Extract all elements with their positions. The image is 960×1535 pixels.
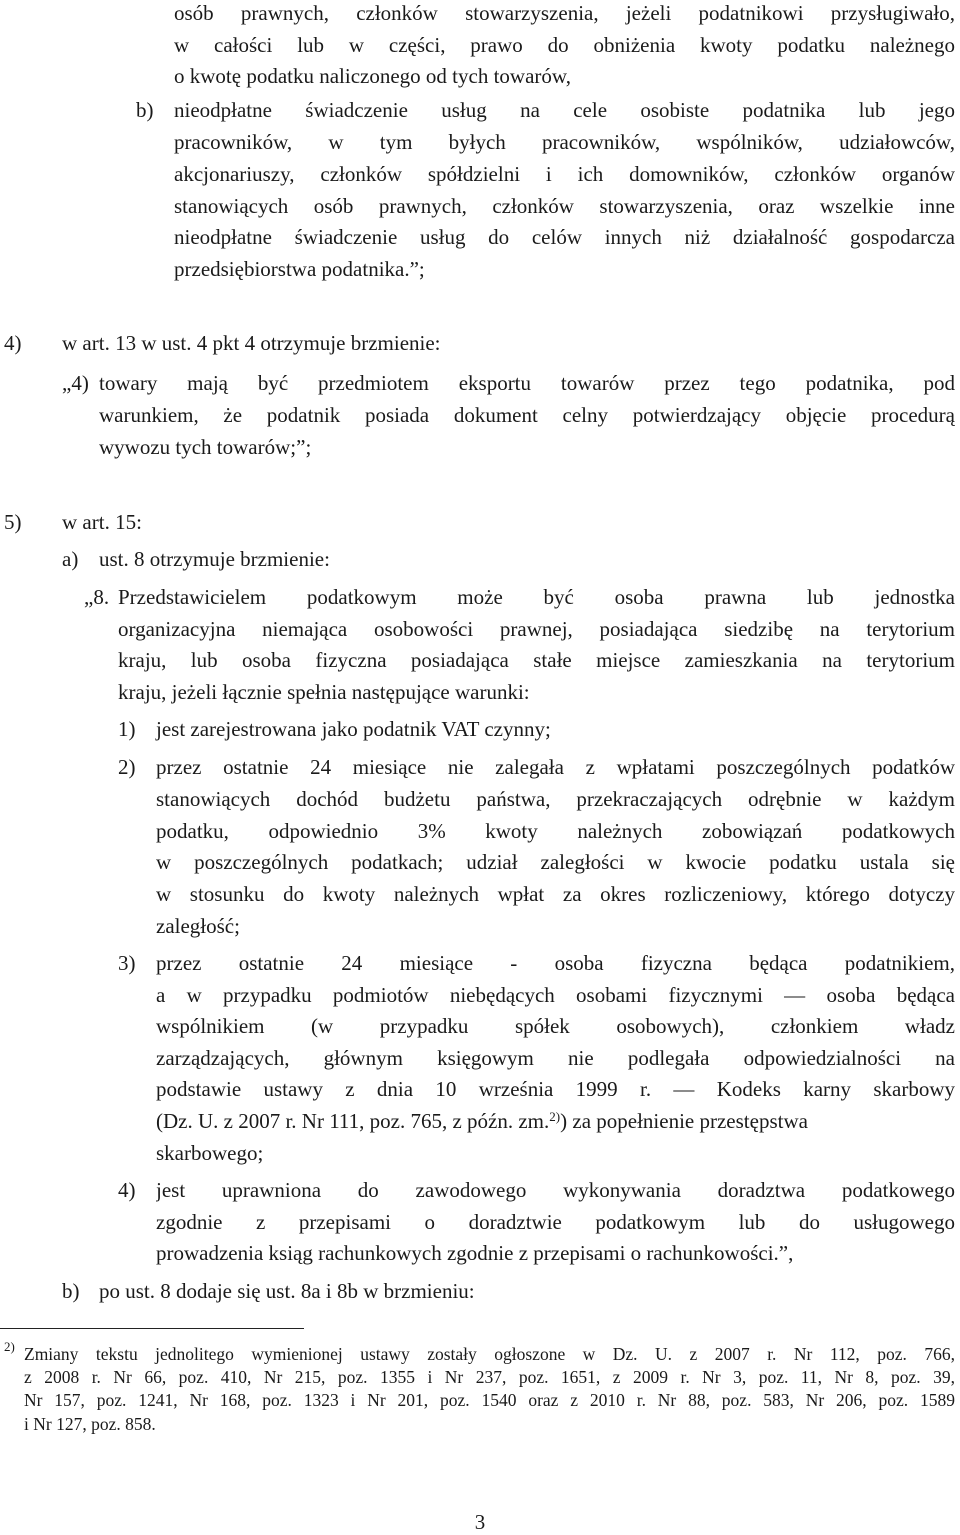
- footnote-line: Zmiany tekstu jednolitego wymienionej ustawy zostały ogłoszone w Dz. U. z 2007 r. Nr 112, poz. 766,: [24, 1344, 955, 1364]
- text-line: Przedstawicielem podatkowym może być osoba prawna lub jednostka: [118, 585, 955, 609]
- text-line: wspólnikiem (w przypadku spółek osobowych), członkiem władz: [156, 1014, 955, 1038]
- text-line: 4): [118, 1178, 136, 1202]
- footnote-separator: [0, 1328, 304, 1329]
- text-line: 3): [118, 951, 136, 975]
- text-line: przez ostatnie 24 miesiące - osoba fizyczna będąca podatnikiem,: [156, 951, 955, 975]
- text-line: 4): [4, 331, 22, 355]
- page-number: 3: [474, 1510, 486, 1534]
- text-line: 1): [118, 717, 136, 741]
- text-line: kraju, jeżeli łącznie spełnia następujące warunki:: [118, 680, 530, 704]
- text-line: nieodpłatne świadczenie usług do celów innych niż działalność gospodarcza: [174, 225, 955, 249]
- text-line: skarbowego;: [156, 1141, 264, 1165]
- text-line: 2): [118, 755, 136, 779]
- text-line: w poszczególnych podatkach; udział zaległości w kwocie podatku ustala się: [156, 850, 955, 874]
- text-line: zaległość;: [156, 914, 240, 938]
- text-line: stanowiących osób prawnych, członków stowarzyszenia, oraz wszelkie inne: [174, 194, 955, 218]
- text-line: a w przypadku podmiotów niebędących osobami fizycznymi — osoba będąca: [156, 983, 955, 1007]
- text-line: stanowiących dochód budżetu państwa, przekraczających odrębnie w każdym: [156, 787, 955, 811]
- text-line: 5): [4, 510, 22, 534]
- text-line: jest zarejestrowana jako podatnik VAT czynny;: [156, 717, 551, 741]
- text-line: jest uprawniona do zawodowego wykonywania doradztwa podatkowego: [156, 1178, 955, 1202]
- text-line: towary mają być przedmiotem eksportu towarów przez tego podatnika, pod: [99, 371, 955, 395]
- text-line: w art. 15:: [62, 510, 142, 534]
- footnote-marker: 2): [4, 1339, 15, 1354]
- text-line: w stosunku do kwoty należnych wpłat za okres rozliczeniowy, którego dotyczy: [156, 882, 955, 906]
- text-line: a): [62, 547, 79, 571]
- text-line: kraju, lub osoba fizyczna posiadająca stałe miejsce zamieszkania na terytorium: [118, 648, 955, 672]
- text-line: ust. 8 otrzymuje brzmienie:: [99, 547, 330, 571]
- text-line: wywozu tych towarów;”;: [99, 435, 312, 459]
- text-line: po ust. 8 dodaje się ust. 8a i 8b w brzmieniu:: [99, 1279, 475, 1303]
- footnote-line: z 2008 r. Nr 66, poz. 410, Nr 215, poz. 1355 i Nr 237, poz. 1651, z 2009 r. Nr 3, poz. 11, Nr 8, poz. 39,: [24, 1367, 955, 1387]
- text-line: w całości lub w części, prawo do obniżenia kwoty podatku należnego: [174, 33, 955, 57]
- text-line: podatku, odpowiednio 3% kwoty należnych zobowiązań podatkowych: [156, 819, 955, 843]
- text-line: (Dz. U. z 2007 r. Nr 111, poz. 765, z późn. zm.$^{2)}$) za popełnienie przestępstwa: [156, 1109, 808, 1133]
- text-line: o kwotę podatku naliczonego od tych towarów,: [174, 64, 571, 88]
- text-line: „4): [62, 371, 89, 395]
- text-line: akcjonariuszy, członków spółdzielni i ich domowników, członków organów: [174, 162, 955, 186]
- text-line: „8.: [84, 585, 110, 609]
- text-line: osób prawnych, członków stowarzyszenia, jeżeli podatnikowi przysługiwało,: [174, 1, 955, 25]
- text-line: organizacyjna niemająca osobowości prawnej, posiadająca siedzibę na terytorium: [118, 617, 955, 641]
- text-line: zarządzających, głównym księgowym nie podlegała odpowiedzialności na: [156, 1046, 955, 1070]
- text-line: przez ostatnie 24 miesiące nie zalegała z wpłatami poszczególnych podatków: [156, 755, 955, 779]
- text-line: warunkiem, że podatnik posiada dokument celny potwierdzający objęcie procedurą: [99, 403, 955, 427]
- text-line: prowadzenia ksiąg rachunkowych zgodnie z przepisami o rachunkowości.”,: [156, 1241, 794, 1265]
- text-line: b): [136, 98, 154, 122]
- text-line: pracowników, w tym byłych pracowników, wspólników, udziałowców,: [174, 130, 955, 154]
- text-line: przedsiębiorstwa podatnika.”;: [174, 257, 425, 281]
- text-line: w art. 13 w ust. 4 pkt 4 otrzymuje brzmienie:: [62, 331, 441, 355]
- text-line: nieodpłatne świadczenie usług na cele osobiste podatnika lub jego: [174, 98, 955, 122]
- text-line: b): [62, 1279, 80, 1303]
- footnote-reference: 2): [549, 1109, 561, 1124]
- text-line: podstawie ustawy z dnia 10 września 1999 r. — Kodeks karny skarbowy: [156, 1077, 955, 1101]
- footnote-line: Nr 157, poz. 1241, Nr 168, poz. 1323 i Nr 201, poz. 1540 oraz z 2010 r. Nr 88, poz. 583, Nr 206, poz. 1589: [24, 1390, 955, 1410]
- text-line: zgodnie z przepisami o doradztwie podatkowym lub do usługowego: [156, 1210, 955, 1234]
- footnote-line: i Nr 127, poz. 858.: [24, 1414, 156, 1434]
